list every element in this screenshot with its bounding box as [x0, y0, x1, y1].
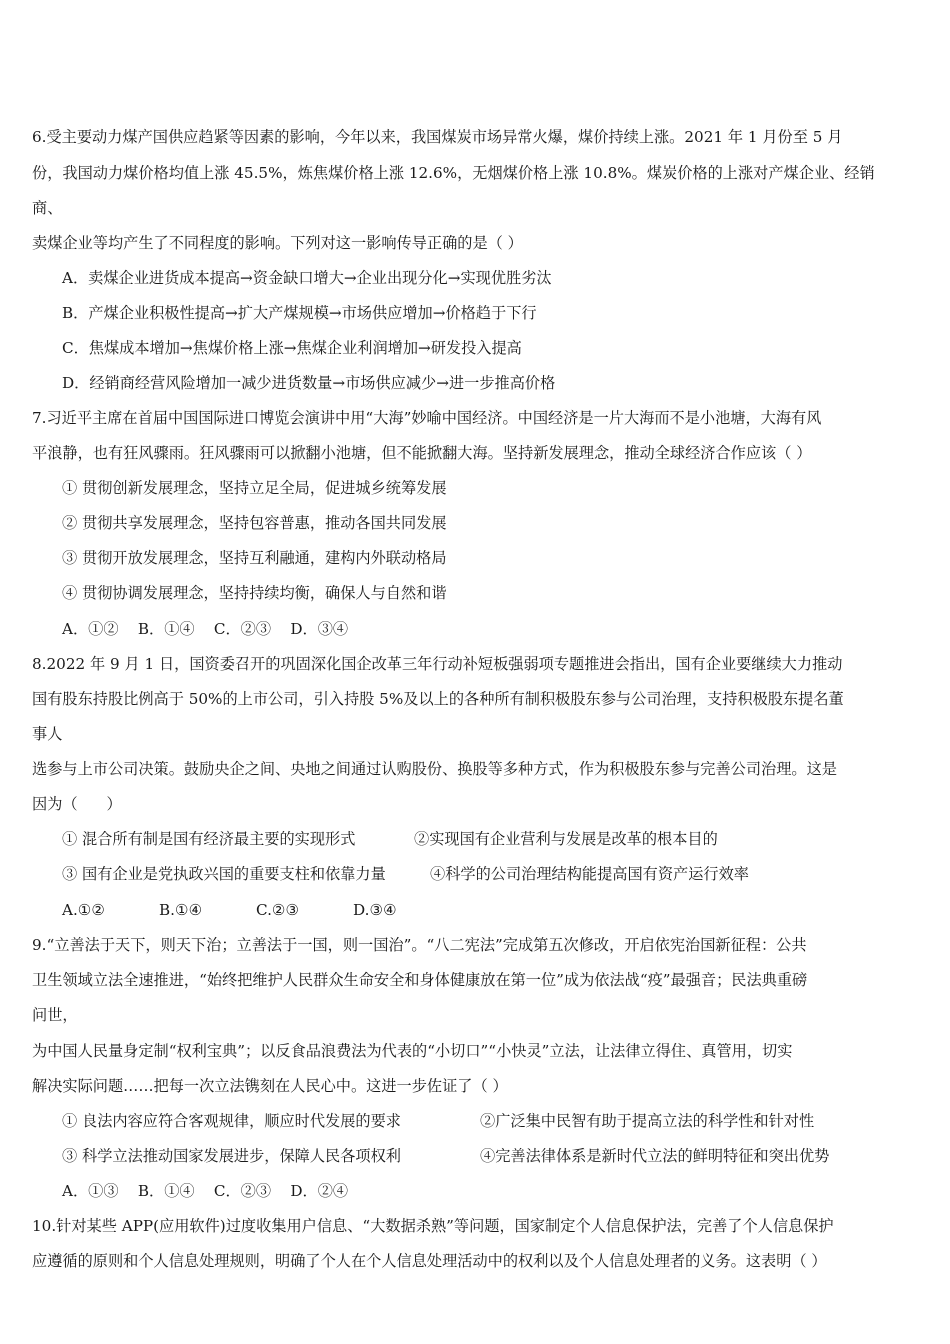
q8-option-d: D.③④ [353, 901, 397, 919]
q8-stem-line-5: 因为（ ） [32, 795, 122, 813]
q10-stem-line-2: 应遵循的原则和个人信息处理规则，明确了个人在个人信息处理活动中的权利以及个人信息处理者的义务。这表明（ ） [32, 1252, 827, 1270]
q9-statement-3: ③ 科学立法推动国家发展进步，保障人民各项权利 [62, 1147, 401, 1165]
q6-option-d: D．经销商经营风险增加一减少进货数量→市场供应减少→进一步推高价格 [62, 374, 556, 392]
q8-stem-line-2: 国有股东持股比例高于 50%的上市公司，引入持股 5%及以上的各种所有制积极股东参与公司治理，支持积极股东提名董 [32, 690, 844, 708]
q8-statement-3: ③ 国有企业是党执政兴国的重要支柱和依靠力量 [62, 865, 386, 883]
q9-options: A．①③ B．①④ C．②③ D．②④ [62, 1182, 349, 1200]
q8-stem-line-4: 选参与上市公司决策。鼓励央企之间、央地之间通过认购股份、换股等多种方式，作为积极股东参与完善公司治理。这是 [32, 760, 837, 778]
q8-option-c: C.②③ [256, 901, 300, 919]
q9-statement-4: ④完善法律体系是新时代立法的鲜明特征和突出优势 [480, 1147, 830, 1165]
q6-stem-line-4: 卖煤企业等均产生了不同程度的影响。下列对这一影响传导正确的是（ ） [32, 234, 523, 252]
q9-stem-line-2: 卫生领域立法全速推进，“始终把维护人民群众生命安全和身体健康放在第一位”成为依法战“疫”最强音；民法典重磅 [32, 971, 808, 989]
q9-statement-2: ②广泛集中民智有助于提高立法的科学性和针对性 [480, 1112, 815, 1130]
q6-stem-line-3: 商、 [32, 199, 63, 217]
q6-stem-line-1: 6.受主要动力煤产国供应趋紧等因素的影响，今年以来，我国煤炭市场异常火爆，煤价持续上涨。2021 年 1 月份至 5 月 [32, 128, 843, 146]
q9-statements-row-2 [62, 1145, 928, 1167]
q7-stem-line-2: 平浪静，也有狂风骤雨。狂风骤雨可以掀翻小池塘，但不能掀翻大海。坚持新发展理念，推动全球经济合作应该（ ） [32, 444, 812, 462]
q10-stem-line-1: 10.针对某些 APP(应用软件)过度收集用户信息、“大数据杀熟”等问题，国家制定个人信息保护法，完善了个人信息保护 [32, 1217, 834, 1235]
q9-stem-line-1: 9.“立善法于天下，则天下治；立善法于一国，则一国治”。“八二宪法”完成第五次修改，开启依宪治国新征程：公共 [32, 936, 807, 954]
q7-statement-4: ④ 贯彻协调发展理念，坚持持续均衡，确保人与自然和谐 [62, 584, 447, 602]
q7-statement-2: ② 贯彻共享发展理念，坚持包容普惠，推动各国共同发展 [62, 514, 447, 532]
q7-options: A．①② B．①④ C．②③ D．③④ [62, 620, 349, 638]
q8-option-a: A.①② [62, 901, 106, 919]
q7-stem-line-1: 7.习近平主席在首届中国国际进口博览会演讲中用“大海”妙喻中国经济。中国经济是一片大海而不是小池塘，大海有风 [32, 409, 822, 427]
q8-stem-line-3: 事人 [32, 725, 63, 743]
q8-statement-2: ②实现国有企业营利与发展是改革的根本目的 [414, 830, 718, 848]
q8-statement-1: ① 混合所有制是国有经济最主要的实现形式 [62, 830, 356, 848]
q9-statement-1: ① 良法内容应符合客观规律，顺应时代发展的要求 [62, 1112, 401, 1130]
q8-statements-row-1 [62, 828, 928, 850]
q6-option-c: C．焦煤成本增加→焦煤价格上涨→焦煤企业利润增加→研发投入提高 [62, 339, 522, 357]
q9-stem-line-3: 问世， [32, 1006, 78, 1024]
q9-stem-line-4: 为中国人民量身定制“权利宝典”；以反食品浪费法为代表的“小切口”“小快灵”立法，让法律立得住、真管用，切实 [32, 1042, 793, 1060]
q8-option-b: B.①④ [159, 901, 203, 919]
q6-option-a: A．卖煤企业进货成本提高→资金缺口增大→企业出现分化→实现优胜劣汰 [62, 269, 552, 287]
q6-option-b: B．产煤企业积极性提高→扩大产煤规模→市场供应增加→价格趋于下行 [62, 304, 537, 322]
q8-options [62, 899, 928, 921]
q7-statement-1: ① 贯彻创新发展理念，坚持立足全局，促进城乡统筹发展 [62, 479, 447, 497]
q9-statements-row-1 [62, 1110, 928, 1132]
q6-stem-line-2: 份，我国动力煤价格均值上涨 45.5%，炼焦煤价格上涨 12.6%，无烟煤价格上涨 10.8%。煤炭价格的上涨对产煤企业、经销 [32, 164, 875, 182]
q7-statement-3: ③ 贯彻开放发展理念，坚持互利融通，建构内外联动格局 [62, 549, 447, 567]
q8-statements-row-2 [62, 863, 928, 885]
q8-stem-line-1: 8.2022 年 9 月 1 日，国资委召开的巩固深化国企改革三年行动补短板强弱项专题推进会指出，国有企业要继续大力推动 [32, 655, 843, 673]
q8-statement-4: ④科学的公司治理结构能提高国有资产运行效率 [430, 865, 749, 883]
q9-stem-line-5: 解决实际问题……把每一次立法镌刻在人民心中。这进一步佐证了（ ） [32, 1077, 508, 1095]
